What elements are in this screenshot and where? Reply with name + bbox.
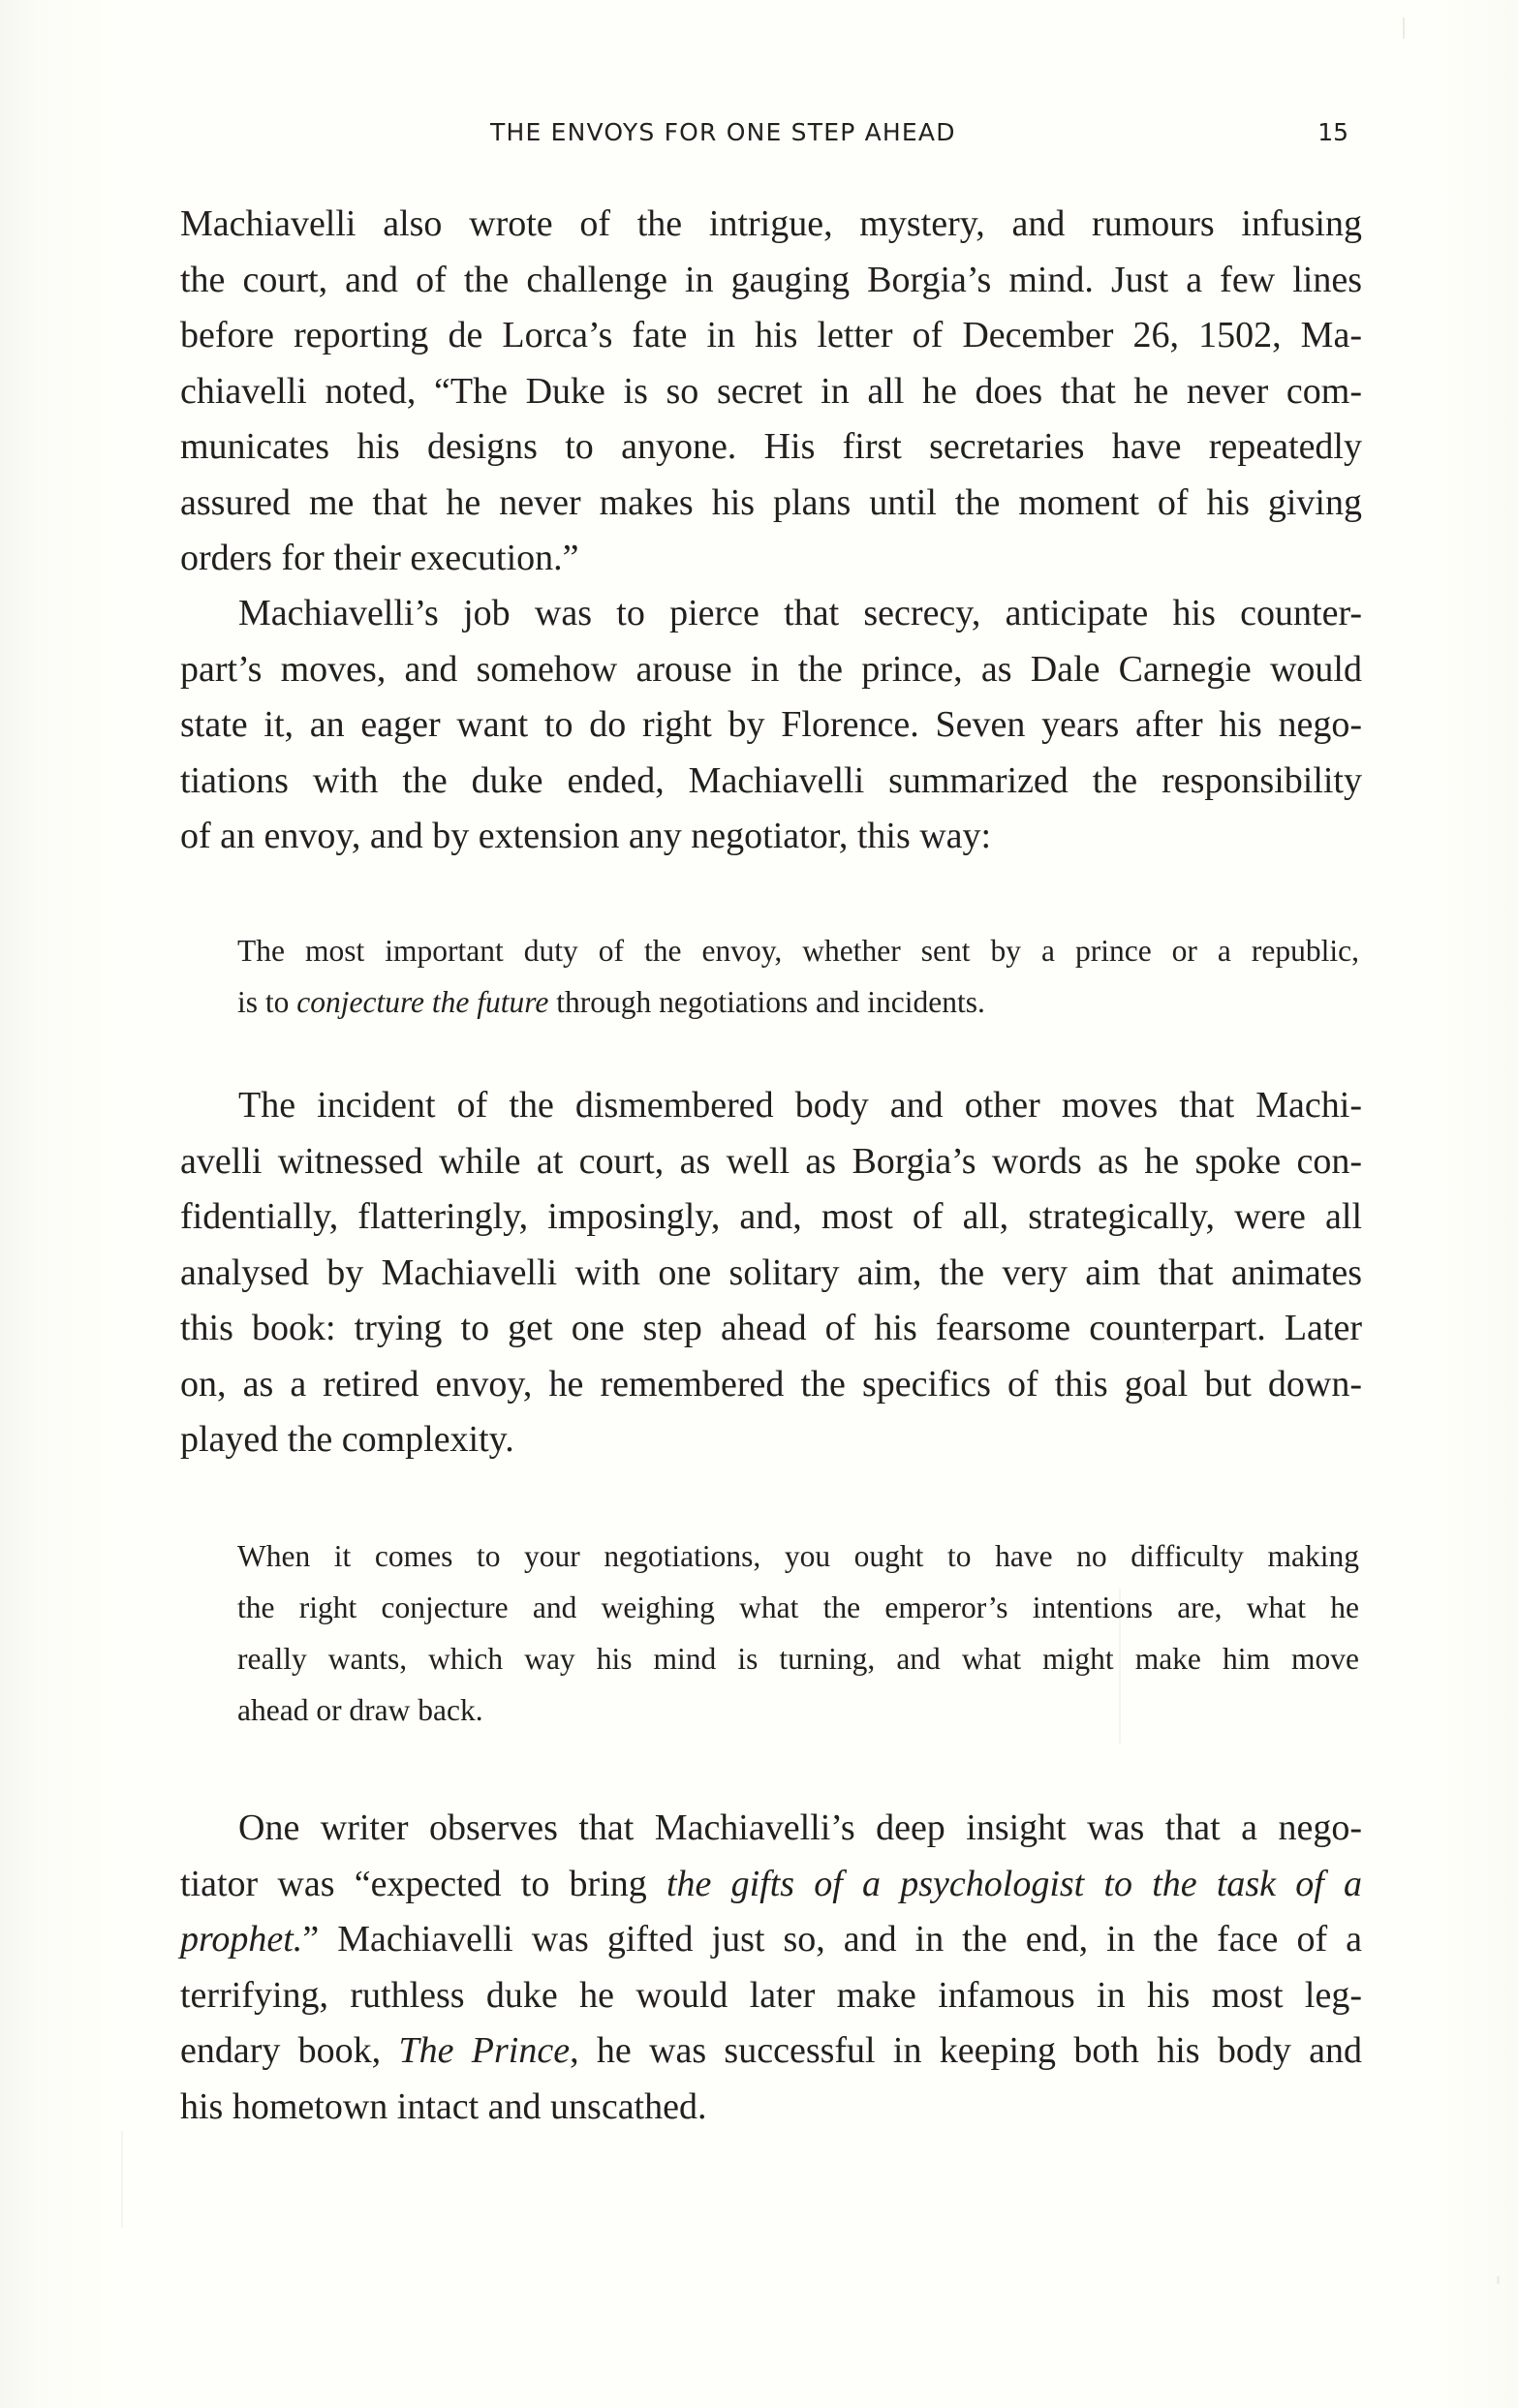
emphasis-text: prophet.: [180, 1919, 303, 1960]
text-line: municates his designs to anyone. His first secretaries have repeatedly: [180, 426, 1362, 467]
paragraph-2: [180, 586, 1362, 865]
quote-text: is to: [237, 985, 297, 1019]
scan-artifact: [1497, 2276, 1500, 2284]
quote-line: When it comes to your negotiations, you ought to have no difficulty making: [237, 1539, 1359, 1573]
text-line: of an envoy, and by extension any negotiator, this way:: [180, 816, 992, 856]
text-line: analysed by Machiavelli with one solitary aim, the very aim that animates: [180, 1251, 1362, 1293]
text-line: [180, 2023, 1362, 2080]
scan-artifact: [121, 2131, 123, 2228]
emphasis-text: the gifts of a psychologist to the task of a: [666, 1863, 1362, 1904]
text-line: Machiavelli also wrote of the intrigue, mystery, and rumours infusing: [180, 203, 1362, 244]
paragraph-4: [180, 1801, 1362, 2135]
text-line: tiations with the duke ended, Machiavelli summarized the responsibility: [180, 759, 1362, 801]
scan-artifact: [1403, 17, 1405, 39]
text-line: terrifying, ruthless duke he would later make infamous in his most leg-: [180, 1974, 1362, 2016]
block-quote-1: [237, 925, 1359, 1028]
text-line: [180, 1912, 1362, 1968]
text-line: One writer observes that Machiavelli’s deep insight was that a nego-: [238, 1807, 1362, 1848]
scan-artifact: [1119, 1589, 1121, 1744]
scan-artifact: [1162, 1327, 1164, 1344]
block-quote-2: [237, 1530, 1359, 1736]
text-line: state it, an eager want to do right by Florence. Seven years after his nego-: [180, 704, 1362, 745]
text-line: The incident of the dismembered body and other moves that Machi-: [238, 1085, 1362, 1126]
quote-line: The most important duty of the envoy, whether sent by a prince or a republic,: [237, 934, 1359, 968]
text-line: Machiavelli’s job was to pierce that secrecy, anticipate his counter-: [238, 593, 1362, 633]
text-line: assured me that he never makes his plans until the moment of his giving: [180, 481, 1362, 523]
page-number: 15: [1317, 118, 1348, 146]
text-line: the court, and of the challenge in gauging Borgia’s mind. Just a few lines: [180, 259, 1362, 300]
text-line: his hometown intact and unscathed.: [180, 2085, 707, 2127]
paragraph-1: [180, 197, 1362, 587]
text-line: before reporting de Lorca’s fate in his letter of December 26, 1502, Ma-: [180, 315, 1362, 355]
quote-line: [237, 976, 1359, 1028]
body-text: endary book,: [180, 2030, 399, 2071]
text-line: fidentially, flatteringly, imposingly, and, most of all, strategically, were all: [180, 1196, 1362, 1237]
text-line: [180, 1857, 1362, 1913]
body-text: ” Machiavelli was gifted just so, and in the end, in the face of a: [302, 1919, 1362, 1960]
body-text: tiator was “expected to bring: [180, 1863, 666, 1904]
quote-line: really wants, which way his mind is turning, and what might make him move: [237, 1642, 1359, 1676]
quote-text: through negotiations and incidents.: [548, 985, 985, 1019]
text-line: chiavelli noted, “The Duke is so secret in all he does that he never com-: [180, 370, 1362, 412]
text-line: played the complexity.: [180, 1419, 514, 1460]
text-line: on, as a retired envoy, he remembered the specifics of this goal but down-: [180, 1363, 1362, 1405]
quote-line: the right conjecture and weighing what the emperor’s intentions are, what he: [237, 1590, 1359, 1624]
emphasis-text: conjecture the future: [296, 985, 549, 1019]
text-line: part’s moves, and somehow arouse in the prince, as Dale Carnegie would: [180, 648, 1362, 690]
paragraph-3: [180, 1078, 1362, 1468]
body-text: , he was successful in keeping both his body and: [570, 2030, 1362, 2071]
quote-line: ahead or draw back.: [237, 1693, 483, 1727]
running-head: [180, 118, 1358, 157]
text-line: orders for their execution.”: [180, 538, 579, 578]
text-line: this book: trying to get one step ahead of his fearsome counterpart. Later: [180, 1308, 1362, 1348]
running-title: THE ENVOYS FOR ONE STEP AHEAD: [490, 118, 956, 146]
text-line: avelli witnessed while at court, as well as Borgia’s words as he spoke con-: [180, 1140, 1362, 1182]
book-title-text: The Prince: [398, 2030, 571, 2071]
